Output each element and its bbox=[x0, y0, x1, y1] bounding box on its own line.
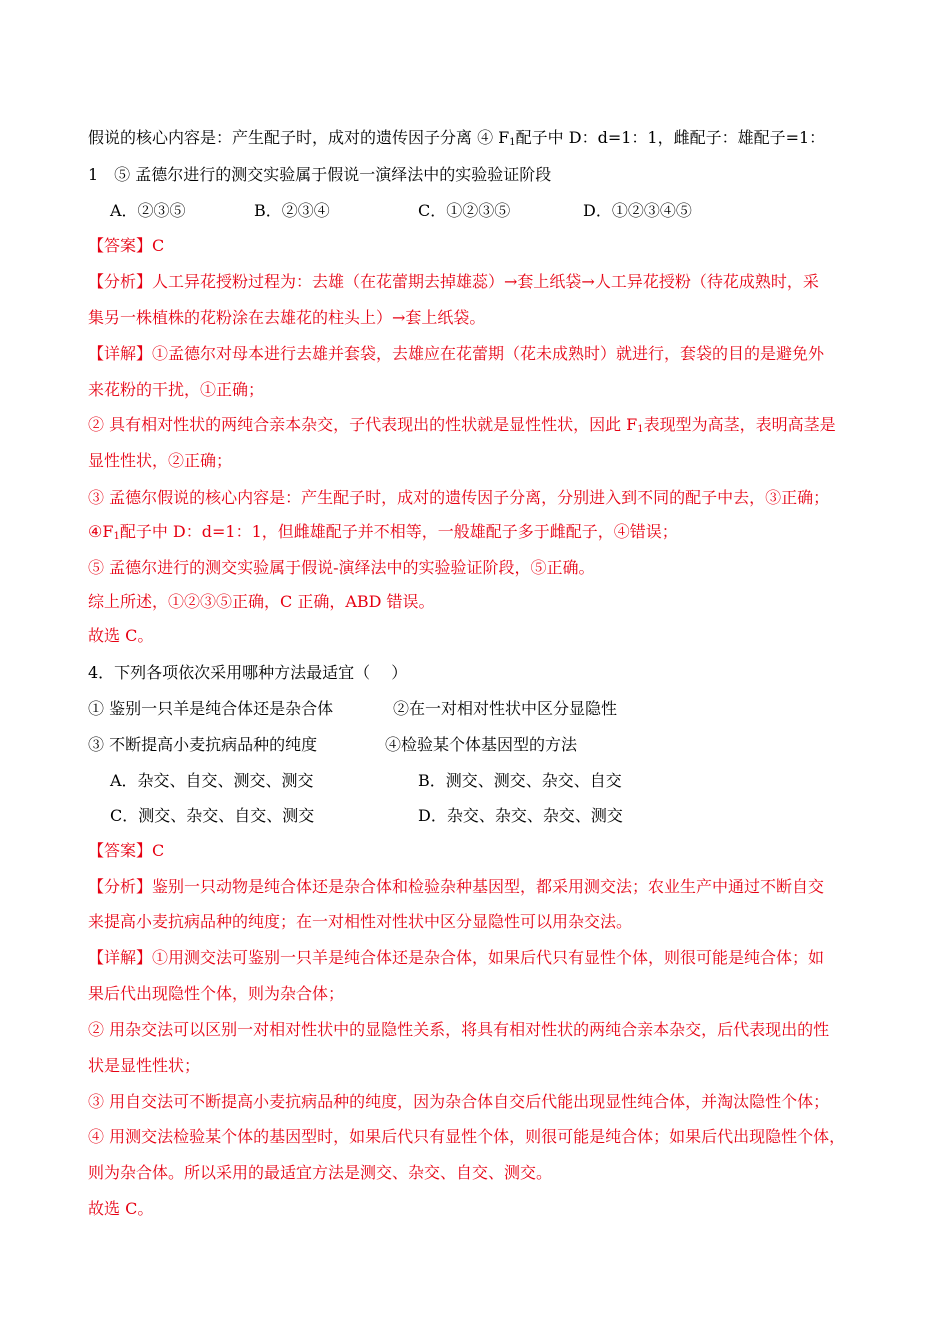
q3-detail-line: 来花粉的干扰，①正确； bbox=[88, 380, 265, 399]
q3-statement-line: 1 ⑤ 孟德尔进行的测交实验属于假说一演绎法中的实验验证阶段 bbox=[88, 165, 552, 184]
q4-item-1: ① 鉴别一只羊是纯合体还是杂合体 bbox=[88, 699, 334, 718]
q3-detail: 【详解】①孟德尔对母本进行去雄并套袋，去雄应在花蕾期（花未成熟时）就进行，套袋的目的是避免外 bbox=[88, 344, 825, 363]
q3-option-a: A．②③⑤ bbox=[110, 201, 186, 220]
q4-item-3: ③ 不断提高小麦抗病品种的纯度 bbox=[88, 735, 318, 754]
q4-detail-line: ③ 用自交法可不断提高小麦抗病品种的纯度，因为杂合体自交后代能出现显性纯合体，并淘汰隐性个体； bbox=[88, 1092, 830, 1111]
q4-detail: 【详解】①用测交法可鉴别一只羊是纯合体还是杂合体，如果后代只有显性个体，则很可能是纯合体；如 bbox=[88, 948, 825, 967]
q3-option-d: D．①②③④⑤ bbox=[583, 201, 692, 220]
q4-option-b: B．测交、测交、杂交、自交 bbox=[418, 771, 622, 790]
q4-stem: 4．下列各项依次采用哪种方法最适宜（ ） bbox=[88, 663, 408, 682]
q3-analysis-cont: 集另一株植株的花粉涂在去雄花的柱头上）→套上纸袋。 bbox=[88, 308, 486, 327]
q4-answer: 【答案】C bbox=[88, 841, 165, 860]
q4-detail-line: ④ 用测交法检验某个体的基因型时，如果后代只有显性个体，则很可能是纯合体；如果后代出现隐性个体， bbox=[88, 1127, 846, 1146]
q3-detail-line: ③ 孟德尔假说的核心内容是：产生配子时，成对的遗传因子分离，分别进入到不同的配子中去，③正确； bbox=[88, 488, 830, 507]
q4-analysis-cont: 来提高小麦抗病品种的纯度；在一对相性对性状中区分显隐性可以用杂交法。 bbox=[88, 912, 633, 931]
q3-final: 故选 C。 bbox=[88, 626, 154, 645]
q3-summary: 综上所述，①②③⑤正确，C 正确，ABD 错误。 bbox=[88, 592, 435, 611]
q4-final: 故选 C。 bbox=[88, 1199, 154, 1218]
q3-statement-line: 假说的核心内容是：产生配子时，成对的遗传因子分离 ④ $F_1$配子中 D：d=1：1，雌配子：雄配子=1： bbox=[88, 128, 826, 148]
q3-detail-line: ⑤ 孟德尔进行的测交实验属于假说-演绎法中的实验验证阶段，⑤正确。 bbox=[88, 558, 595, 577]
q3-detail-line: $④F_1$配子中 D：d=1：1，但雌雄配子并不相等，一般雄配子多于雌配子，④错误； bbox=[88, 522, 678, 542]
q3-detail-line: 显性性状，②正确； bbox=[88, 451, 233, 470]
q3-option-c: C．①②③⑤ bbox=[418, 201, 511, 220]
q4-detail-line: ② 用杂交法可以区别一对相对性状中的显隐性关系，将具有相对性状的两纯合亲本杂交，后代表现出的性 bbox=[88, 1020, 830, 1039]
q4-option-c: C．测交、杂交、自交、测交 bbox=[110, 806, 315, 825]
q4-option-d: D．杂交、杂交、杂交、测交 bbox=[418, 806, 623, 825]
q3-option-b: B．②③④ bbox=[254, 201, 330, 220]
q3-analysis: 【分析】人工异花授粉过程为：去雄（在花蕾期去掉雄蕊）→套上纸袋→人工异花授粉（待花成熟时，采 bbox=[88, 272, 819, 291]
q4-option-a: A．杂交、自交、测交、测交 bbox=[110, 771, 314, 790]
q4-detail-line: 状是显性性状； bbox=[88, 1056, 201, 1075]
q4-item-2: ②在一对相对性状中区分显隐性 bbox=[393, 699, 618, 718]
q4-item-4: ④检验某个体基因型的方法 bbox=[385, 735, 578, 754]
q3-detail-line: ② 具有相对性状的两纯合亲本杂交，子代表现出的性状就是显性性状，因此 $F_1$表现型为高茎，表明高茎是 bbox=[88, 415, 836, 435]
q3-answer: 【答案】C bbox=[88, 236, 165, 255]
q4-detail-line: 则为杂合体。所以采用的最适宜方法是测交、杂交、自交、测交。 bbox=[88, 1163, 553, 1182]
q4-analysis: 【分析】鉴别一只动物是纯合体还是杂合体和检验杂种基因型，都采用测交法；农业生产中通过不断自交 bbox=[88, 877, 825, 896]
q4-detail-line: 果后代出现隐性个体，则为杂合体； bbox=[88, 984, 345, 1003]
